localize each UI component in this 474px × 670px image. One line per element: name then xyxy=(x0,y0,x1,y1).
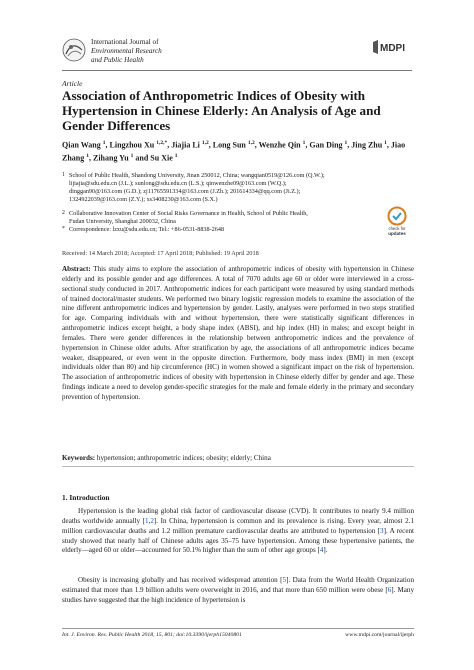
mdpi-logo-text: MDPI xyxy=(380,43,405,54)
p1-text-a: Hypertension is the leading global risk factor of cardiovascular disease (CVD). It contributes to nearly 9.4 million deaths worldwide annually [ xyxy=(62,507,414,525)
journal-logo-icon xyxy=(62,38,86,62)
journal-line-1: International Journal of xyxy=(91,38,159,46)
author-name: Jiajia Li xyxy=(171,140,200,150)
author-affiliation-mark: 1 xyxy=(102,140,106,146)
check-updates-line2: updates xyxy=(388,231,406,236)
affiliation-line: School of Public Health, Shandong University, Jinan 250012, China; wangqian0519@126.com (Q.W.); xyxy=(69,172,325,179)
author-affiliation-mark: 1,2 xyxy=(201,140,209,146)
check-updates-line1: check for xyxy=(388,226,406,231)
affiliation-line: Fudan University, Shanghai 200032, China xyxy=(69,217,176,225)
affiliation-number: * xyxy=(62,226,65,232)
section-divider xyxy=(62,466,414,467)
author-name: Wenzhe Qin xyxy=(258,140,301,150)
author-name: Qian Wang xyxy=(62,140,101,150)
mdpi-logo-icon xyxy=(370,40,408,54)
abstract-label: Abstract: xyxy=(62,265,91,273)
author-name: Jing Zhu xyxy=(351,140,383,150)
affiliation-line: Collaborative Innovation Center of Social Risks Governance in Health, School of Public Health, xyxy=(69,210,308,217)
p2-text-b: ]. Data from the World Health Organization estimated that more than 1.9 billion adults were overweight in 2016, and that more than 650 million were obese [ xyxy=(62,576,414,594)
author-affiliation-mark: 1 xyxy=(344,140,348,146)
abstract-text: This study aims to explore the association of anthropometric indices of obesity with hypertension in Chinese elderly and its possible gender and age differences. A total of 7070 adults age 60 or older were interviewed in a cross-sectional study conducted in 2017. Anthropometric indices for each participant were measured by using standard methods of trained doctoral/master students. We performed two binary logistic regression models to examine the association of the nine different anthropometric indices and hypertension by gender. Lastly, analyses were performed in two steps stratified for age. Comparing individuals with and without hypertension, there were statistically significant differences in anthropometric indices except height, a body shape index (ABSI), and hip index (HI) in males; and except height in females. There were gender differences in the relationship between anthropometric indices and the prevalence of hypertension in Chinese older adults. After stratification by age, the associations of all anthropometric indices became weaker, disappeared, or even went in the opposite direction. Furthermore, body mass index (BMI) in men (except individuals older than 80) and hip circumference (HC) in women showed a significant impact on the risk of hypertension. The association of anthropometric indices of obesity with hypertension in Chinese elderly differ by gender and age. These findings indicate a need to develop gender-specific strategies for the male and female elderly in the primary and secondary prevention of hypertension. xyxy=(62,265,414,401)
citation-link[interactable]: 5 xyxy=(282,576,287,584)
abstract xyxy=(62,265,414,403)
p2-text-c: ]. Many studies have suggested that the high incidence of hypertension is xyxy=(62,585,414,604)
article-type: Article xyxy=(62,79,83,88)
affiliation-line: dinggan90@163.com (G.D.); zj11765591334@163.com (J.Zh.); 201614334@qq.com (Ji.Z.); xyxy=(69,187,301,195)
author-name: Lingzhou Xu xyxy=(109,140,155,150)
author-affiliation-mark: 1 xyxy=(174,152,178,159)
keywords-label: Keywords: xyxy=(62,454,96,462)
author-name: Long Sun xyxy=(212,140,246,150)
author-affiliation-mark: 1 xyxy=(302,140,306,146)
p1-text-d: ]. A recent study showed that nearly half of Chinese adults ages 35–75 have hypertension. Among these hypertensive patients, the elderly—aged 60 or older—accounted for 50.1% higher than the sum of other age groups [ xyxy=(62,526,414,555)
affiliation-line: Correspondence: lzxu@sdu.edu.cn; Tel.: +86-0531-8838-2648 xyxy=(69,226,225,233)
affiliation-line: 1324922039@163.com (Z.Y.); xs3408230@163.com (S.X.) xyxy=(69,195,218,203)
journal-name xyxy=(91,38,162,65)
author-name: Su Xie xyxy=(150,153,173,163)
intro-paragraph-2 xyxy=(62,576,414,606)
author-name: Jiao Zhang xyxy=(62,140,406,163)
keywords-text: hypertension; anthropometric indices; obesity; elderly; China xyxy=(96,454,271,462)
author-list: Qian Wang $^1$, Lingzhou Xu $^{1,2,*}$, Jiajia Li $^{1,2}$, Long Sun $^{1,2}$, Wenzhe Qin $^1$, Gan Ding $^1$, Jing Zhu $^1$, Jiao Zhang $^1$, Zihang Yu $^1$ and Su Xie $^1$ xyxy=(62,140,406,163)
author-affiliation-mark: 1 xyxy=(384,140,387,146)
author-affiliation-mark: 1 xyxy=(130,152,134,159)
article-title: Association of Anthropometric Indices of Obesity with Hypertension in Chinese Elderly: An Analysis of Age and Gender Differences xyxy=(62,88,381,134)
footer-journal-url[interactable]: www.mdpi.com/journal/ijerph xyxy=(345,632,414,638)
keywords xyxy=(62,454,414,462)
citation-link[interactable]: 3 xyxy=(380,526,384,535)
citation-link[interactable]: 4 xyxy=(319,546,324,555)
p1-text-b: , xyxy=(148,516,151,525)
affiliation-line: lijiajia@sdu.edu.cn (J.L.); sunlong@sdu.edu.cn (L.S.); qinwenzhe09@163.com (W.Q.); xyxy=(69,179,287,187)
journal-line-3: and Public Health xyxy=(91,56,144,64)
author-name: Zihang Yu xyxy=(92,153,129,163)
citation-link[interactable]: 6 xyxy=(387,585,392,594)
p2-text-a: Obesity is increasing globally and has received widespread attention [ xyxy=(78,576,283,584)
affiliation-number: 1 xyxy=(62,172,65,178)
footer-rule xyxy=(62,628,414,629)
header-rule xyxy=(62,70,412,71)
citation-link[interactable]: 2 xyxy=(150,516,154,525)
p1-text-e: ]. xyxy=(323,546,328,555)
section-heading: 1. Introduction xyxy=(62,493,110,502)
footer-citation: Int. J. Environ. Res. Public Health 2018, 15, 801; doi:10.3390/ijerph15040801 xyxy=(62,632,242,638)
author-affiliation-mark: 1,2 xyxy=(247,140,255,146)
author-affiliation-mark: 1 xyxy=(86,152,89,159)
p1-text-c: ]. In China, hypertension is common and its prevalence is rising. Every year, almost 2.1 million cardiovascular deaths and 1.2 million premature cardiovascular deaths are attributed to hypertension [ xyxy=(62,516,414,535)
intro-paragraph-1 xyxy=(62,507,414,556)
journal-line-2: Environmental Research xyxy=(91,47,162,55)
citation-link[interactable]: 1 xyxy=(145,516,149,525)
publication-dates: Received: 14 March 2018; Accepted: 17 April 2018; Published: 19 April 2018 xyxy=(62,250,259,257)
affiliation-number: 2 xyxy=(62,210,65,216)
author-name: Gan Ding xyxy=(309,140,343,150)
author-affiliation-mark: 1,2,* xyxy=(156,140,168,146)
check-for-updates-icon[interactable] xyxy=(385,206,409,236)
